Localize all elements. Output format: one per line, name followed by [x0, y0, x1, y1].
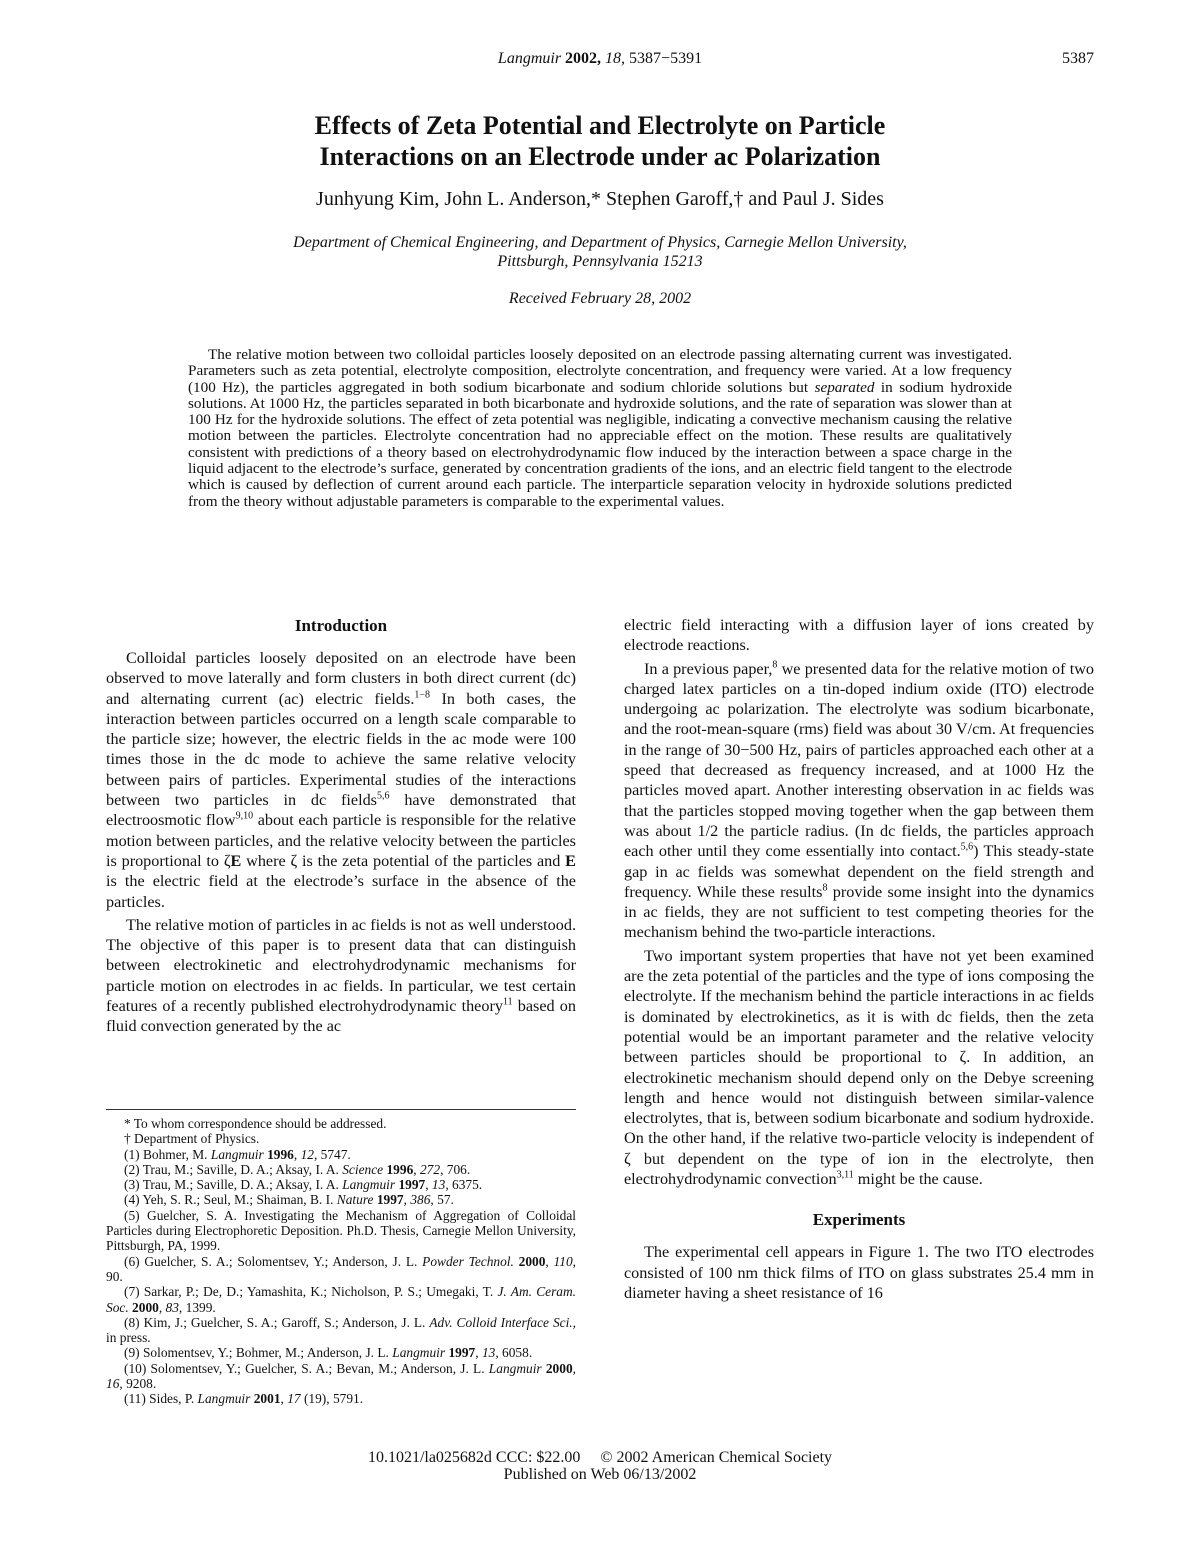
- reference-9: (9) Solomentsev, Y.; Bohmer, M.; Anderson, J. L. Langmuir 1997, 13, 6058.: [124, 1345, 533, 1361]
- citation-superscript: 11: [502, 996, 513, 1008]
- ref-journal: Nature: [336, 1192, 374, 1208]
- text-run: is the electric field at the electrode’s surface in the absence of the particles.: [106, 872, 576, 911]
- ref-year: 2001: [253, 1391, 281, 1407]
- reference-5: (5) Guelcher, S. A. Investigating the Mechanism of Aggregation of Colloidal Particles during Electrophoretic Deposition. Ph.D. Thesis, Carnegie Mellon University, Pittsburgh, PA, 1999.: [106, 1207, 576, 1254]
- ref-year: 2000: [132, 1299, 159, 1315]
- ref-volume: 17: [287, 1391, 301, 1407]
- doi-price: 10.1021/la025682d CCC: $22.00: [367, 1449, 581, 1466]
- citation-superscript: 1−8: [414, 689, 431, 701]
- ref-year: 1997: [448, 1345, 476, 1361]
- intro-paragraph-1: [106, 648, 576, 912]
- ref-text: , 90.: [106, 1253, 576, 1284]
- citation-superscript: 5,6: [377, 790, 390, 802]
- ref-volume: 386: [410, 1192, 431, 1208]
- ref-journal: Langmuir: [392, 1345, 446, 1361]
- abstract-text-2: in sodium hydroxide solutions. At 1000 Hz, the particles separated in both bicarbonate and hydroxide solutions, and the rate of separation was slower than at 100 Hz for the hydroxide solutions. The effect of zeta potential was negligible, indicating a convective mechanism causing the relative motion between the particles. Electrolyte concentration had no appreciable effect on the motion. These results are qualitatively consistent with predictions of a theory based on electrohydrodynamic flow induced by the interaction between a space charge in the liquid adjacent to the electrode’s surface, generated by concentration gradients of the ions, and an electric field tangent to the electrode which is caused by deflection of current around each particle. The interparticle separation velocity in hydroxide solutions predicted from the theory without adjustable parameters is comparable to the experimental values.: [188, 378, 1012, 510]
- text-run: The relative motion of particles in ac fields is not as well understood. The objective of this paper is to present data that can distinguish between electrokinetic and electrohydrodynamic mechanisms for particle motion on electrodes in ac fields. In particular, we test certain features of a recently published electrohydrodynamic theory: [106, 915, 576, 1016]
- ref-text: (7) Sarkar, P.; De, D.; Yamashita, K.; Nicholson, P. S.; Umegaki, T.: [124, 1284, 498, 1300]
- ref-journal: J. Am. Ceram. Soc.: [106, 1284, 576, 1315]
- copyright: © 2002 American Chemical Society: [600, 1449, 833, 1466]
- text-run: provide some insight into the dynamics in ac fields, they are not sufficient to test competing theories for the mechanism behind the two-particle interactions.: [624, 882, 1094, 942]
- citation-superscript: 5,6: [960, 841, 974, 853]
- affiliation-line-1: Department of Chemical Engineering, and Department of Physics, Carnegie Mellon University,: [293, 234, 907, 251]
- reference-11: (11) Sides, P. Langmuir 2001, 17 (19), 5791.: [124, 1391, 364, 1407]
- ref-text: (6) Guelcher, S. A.; Solomentsev, Y.; Anderson, J. L.: [124, 1253, 423, 1269]
- ref-year: 1996: [386, 1161, 414, 1177]
- text-run: In both cases, the interaction between particles occurred on a length scale comparable to the particle size; however, the electric fields in the ac mode were 100 times those in the dc mode to achieve the same relative velocity between pairs of particles. Experimental studies of the interactions between two particles in dc fields: [106, 689, 576, 810]
- ref-volume: 12: [300, 1146, 314, 1162]
- journal-year: 2002,: [565, 50, 602, 67]
- ref-text: (10) Solomentsev, Y.; Guelcher, S. A.; Bevan, M.; Anderson, J. L.: [124, 1360, 489, 1376]
- text-run: about each particle is responsible for the relative motion between particles, and the relative velocity between the particles is proportional to ζ: [106, 811, 576, 870]
- abstract-text-1: The relative motion between two colloidal particles loosely deposited on an electrode passing alternating current was investigated. Parameters such as zeta potential, electrolyte composition, electrolyte concentration, and frequency were varied. At a low frequency (100 Hz), the particles aggregated in both sodium bicarbonate and sodium chloride solutions but: [188, 346, 1012, 396]
- field-symbol: E: [565, 851, 576, 870]
- author-list: Junhyung Kim, John L. Anderson,* Stephen Garoff,† and Paul J. Sides: [316, 188, 884, 210]
- text-run: Two important system properties that have not yet been examined are the zeta potential of the particles and the type of ions composing the electrolyte. If the mechanism behind the particle interactions in ac fields is dominated by electrokinetics, as it is with dc fields, then the zeta potential would be an important parameter and the relative velocity between particles should be proportional to ζ. In addition, an electrokinetic mechanism should depend only on the Debye screening length and hence would not distinguish between similar-valence electrolytes, that is, between sodium bicarbonate and sodium hydroxide. On the other hand, if the relative two-particle velocity is independent of ζ but dependent on the type of ion in the electrolyte, then electrohydrodynamic convection: [624, 946, 1094, 1189]
- reference-2: (2) Trau, M.; Saville, D. A.; Aksay, I. A. Science 1996, 272, 706.: [124, 1161, 471, 1177]
- footnote-affiliation: † Department of Physics.: [124, 1131, 260, 1147]
- ref-text: (19), 5791.: [300, 1391, 364, 1407]
- journal-pages: 5387−5391: [629, 50, 703, 67]
- affiliation-line-2: Pittsburgh, Pennsylvania 15213: [497, 253, 703, 270]
- affiliation: [180, 233, 1020, 271]
- received-date: Received February 28, 2002: [508, 290, 692, 307]
- right-column: [624, 615, 1094, 1303]
- ref-volume: 272: [419, 1161, 441, 1177]
- ref-journal: Langmuir: [342, 1177, 396, 1193]
- reference-7: (7) Sarkar, P.; De, D.; Yamashita, K.; Nicholson, P. S.; Umegaki, T. J. Am. Ceram. Soc. 2000, 83, 1399.: [106, 1284, 576, 1315]
- ref-text: , 1399.: [178, 1299, 216, 1315]
- text-run: have demonstrated that electroosmotic flow: [106, 791, 577, 830]
- experiments-heading: Experiments: [812, 1210, 906, 1230]
- ref-text: , 5747.: [313, 1146, 351, 1162]
- ref-volume: 83: [165, 1299, 179, 1315]
- abstract-emphasis: separated: [814, 378, 875, 396]
- text-run: In a previous paper,: [644, 659, 773, 678]
- ref-year: 2000: [545, 1360, 573, 1376]
- text-run: we presented data for the relative motion of two charged latex particles on a tin-doped indium oxide (ITO) electrode undergoing ac polarization. The electrolyte was sodium bicarbonate, and the root-mean-square (rms) field was about 30 V/cm. At frequencies in the range of 30−500 Hz, pairs of particles approached each other at a speed that decreased as frequency increased, and at 1000 Hz the particles moved apart. Another interesting observation in ac fields was that the particles stopped moving together when the gap between them was about 1/2 the particle radius. (In dc fields, the particles approach each other until they come essentially into contact.: [624, 659, 1094, 861]
- ref-text: , 706.: [440, 1161, 471, 1177]
- paper-title: [150, 110, 1050, 172]
- title-line-1: Effects of Zeta Potential and Electrolyte on Particle: [314, 111, 886, 140]
- ref-text: , 57.: [430, 1192, 454, 1208]
- journal-citation: [0, 50, 1200, 68]
- intro-paragraph-2-continued: electric field interacting with a diffusion layer of ions created by electrode reactions.: [624, 616, 1094, 655]
- reference-1: (1) Bohmer, M. Langmuir 1996, 12, 5747.: [124, 1146, 351, 1162]
- ref-year: 1997: [376, 1192, 404, 1208]
- ref-text: , 9208.: [119, 1376, 157, 1392]
- ref-year: 1996: [267, 1146, 294, 1162]
- reference-10: (10) Solomentsev, Y.; Guelcher, S. A.; Bevan, M.; Anderson, J. L. Langmuir 2000, 16, 9208.: [106, 1360, 576, 1392]
- reference-3: (3) Trau, M.; Saville, D. A.; Aksay, I. A. Langmuir 1997, 13, 6375.: [124, 1177, 483, 1193]
- citation-superscript: 3,11: [836, 1169, 854, 1181]
- ref-text: , 6375.: [445, 1177, 483, 1193]
- ref-text: (9) Solomentsev, Y.; Bohmer, M.; Anderson, J. L.: [124, 1345, 393, 1361]
- intro-paragraph-2: [106, 915, 576, 1037]
- ref-volume: 16: [106, 1376, 120, 1392]
- ref-journal: Powder Technol.: [422, 1253, 514, 1269]
- ref-text: in press.: [106, 1330, 151, 1346]
- ref-journal: Adv. Colloid Interface Sci.,: [429, 1314, 576, 1330]
- ref-year: 2000: [518, 1253, 546, 1269]
- text-run: Colloidal particles loosely deposited on an electrode have been observed to move laterally and form clusters in both direct current (dc) and alternating current (ac) electric fields.: [106, 649, 576, 708]
- ref-text: (3) Trau, M.; Saville, D. A.; Aksay, I. A.: [124, 1177, 343, 1193]
- ref-year: 1997: [398, 1177, 426, 1193]
- journal-volume: 18,: [605, 50, 626, 67]
- intro-paragraph-3: [624, 659, 1094, 943]
- ref-volume: 13: [431, 1177, 446, 1193]
- footnote-correspondence: * To whom correspondence should be addressed.: [124, 1116, 387, 1131]
- title-line-2: Interactions on an Electrode under ac Polarization: [319, 142, 881, 171]
- ref-journal: Langmuir: [197, 1391, 251, 1407]
- journal-name: Langmuir: [497, 50, 562, 67]
- text-run: might be the cause.: [853, 1170, 983, 1189]
- citation-superscript: 8: [772, 659, 778, 671]
- published-date: Published on Web 06/13/2002: [503, 1466, 697, 1483]
- ref-text: , 6058.: [495, 1345, 533, 1361]
- reference-6: (6) Guelcher, S. A.; Solomentsev, Y.; Anderson, J. L. Powder Technol. 2000, 110, 90.: [106, 1253, 576, 1284]
- introduction-heading: Introduction: [294, 616, 388, 635]
- ref-text: (8) Kim, J.; Guelcher, S. A.; Garoff, S.; Anderson, J. L.: [124, 1314, 430, 1330]
- page-number: 5387: [1062, 50, 1094, 67]
- page-footer: [0, 1449, 1200, 1483]
- reference-4: (4) Yeh, S. R.; Seul, M.; Shaiman, B. I. Nature 1997, 386, 57.: [124, 1192, 454, 1208]
- citation-superscript: 9,10: [235, 810, 254, 822]
- ref-text: (4) Yeh, S. R.; Seul, M.; Shaiman, B. I.: [124, 1192, 337, 1208]
- footnotes: [106, 1116, 576, 1407]
- ref-text: (11) Sides, P.: [124, 1391, 198, 1407]
- ref-journal: Langmuir: [488, 1360, 542, 1376]
- ref-text: (1) Bohmer, M.: [124, 1146, 211, 1162]
- abstract: [188, 347, 1012, 510]
- footer-doi-line: [0, 1449, 1200, 1466]
- ref-text: (2) Trau, M.; Saville, D. A.; Aksay, I. A.: [124, 1161, 343, 1177]
- reference-8: [106, 1315, 576, 1346]
- ref-volume: 110: [553, 1253, 573, 1269]
- experiments-paragraph-1: The experimental cell appears in Figure 1. The two ITO electrodes consisted of 100 nm thick films of ITO on glass substrates 25.4 mm in diameter having a sheet resistance of 16: [624, 1243, 1094, 1302]
- ref-volume: 13: [481, 1345, 496, 1361]
- footnote-rule: [106, 1109, 576, 1110]
- citation-superscript: 8: [822, 882, 828, 894]
- text-run: ) This steady-state gap in ac fields was somewhat dependent on the field strength and frequency. While these results: [624, 842, 1094, 901]
- intro-paragraph-4: [624, 946, 1094, 1190]
- text-run: based on fluid convection generated by the ac: [106, 997, 576, 1036]
- ref-journal: Science: [342, 1161, 384, 1177]
- text-run: where ζ is the zeta potential of the particles and: [241, 851, 566, 870]
- ref-journal: Langmuir: [210, 1146, 264, 1162]
- left-column: [106, 615, 576, 1037]
- field-symbol: E: [230, 851, 242, 870]
